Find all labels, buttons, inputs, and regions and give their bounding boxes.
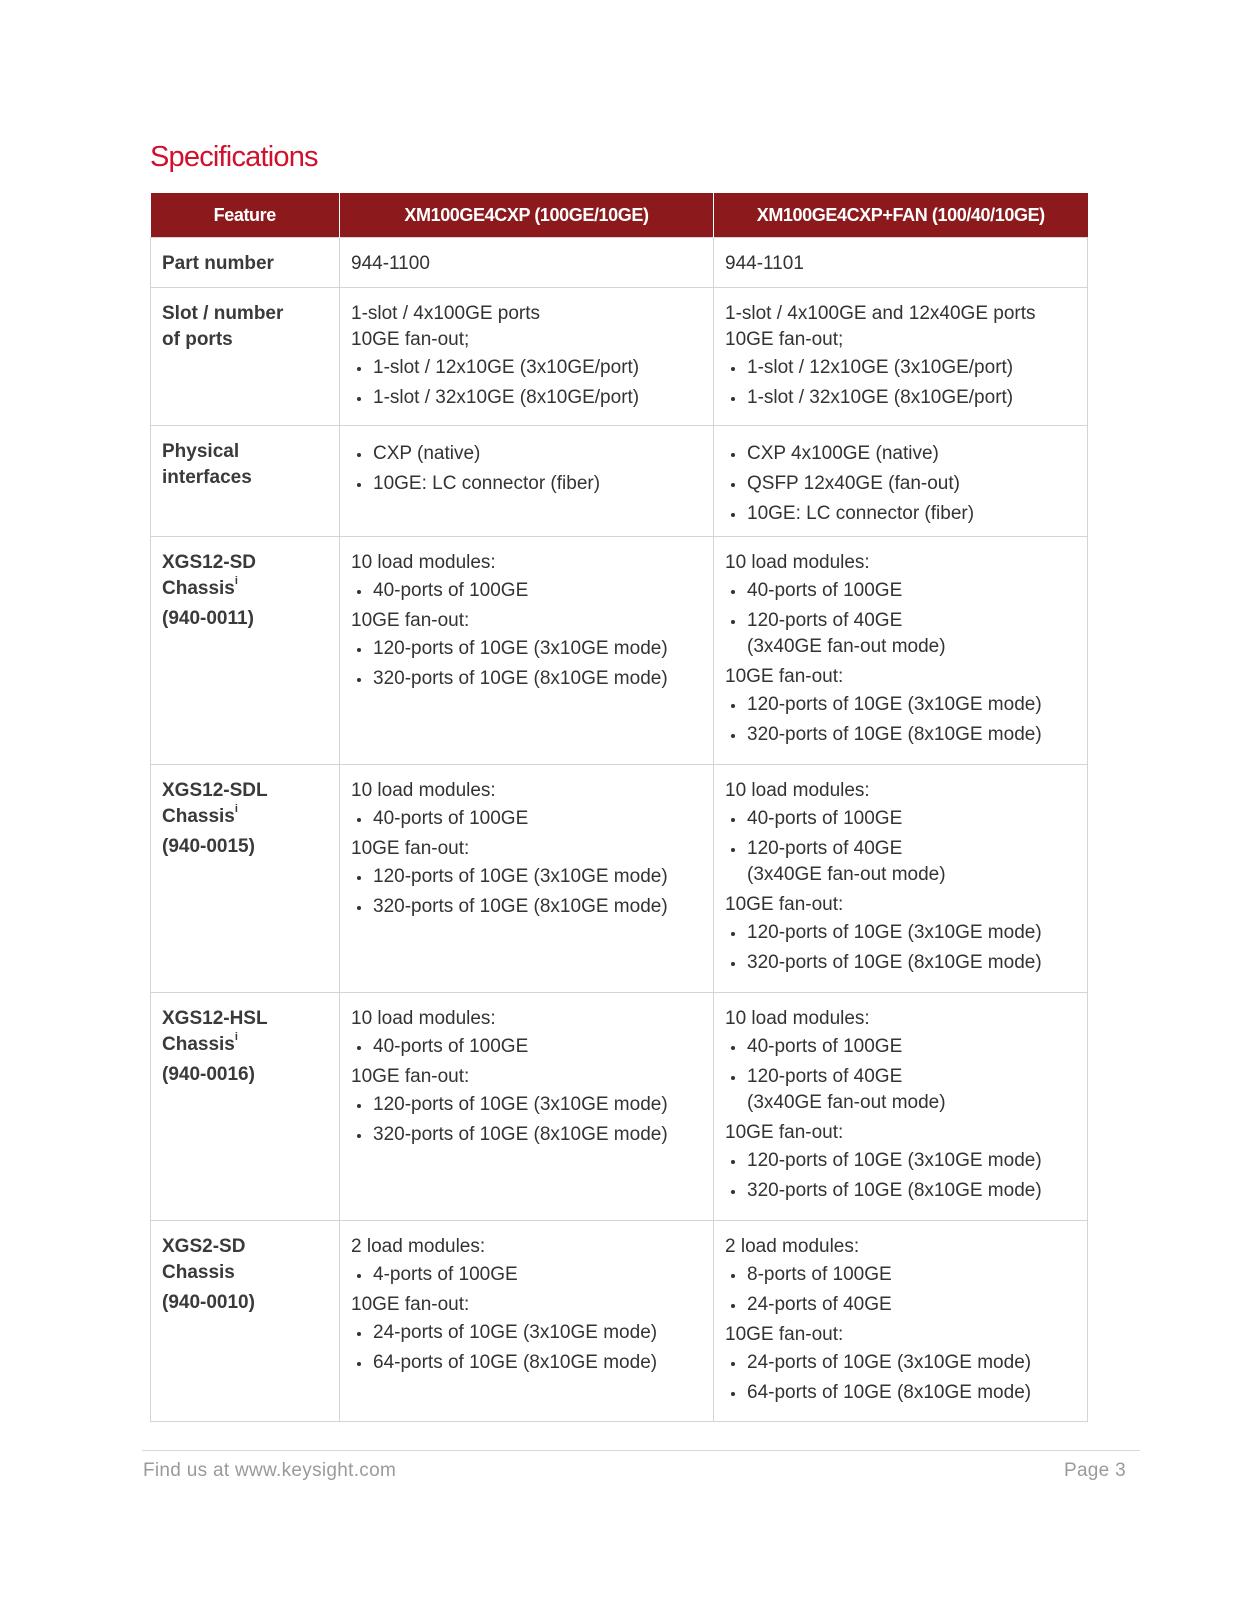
table-row xyxy=(151,993,1088,1221)
bullet-item: 120-ports of 40GE (3x40GE fan-out mode) xyxy=(725,836,1076,888)
table-body xyxy=(151,238,1088,1422)
feature-label-line: Slot / number xyxy=(162,303,284,324)
spec-text: 944-1100 xyxy=(351,253,430,274)
feature-label-text: Chassis xyxy=(162,1034,235,1055)
spec-cell xyxy=(714,288,1088,426)
bullet-list xyxy=(725,1350,1076,1406)
feature-label-line: Physical xyxy=(162,441,240,462)
bullet-list xyxy=(351,864,702,920)
bullet-item: QSFP 12x40GE (fan-out) xyxy=(725,471,1076,497)
feature-label-line: XGS12-SDL xyxy=(162,780,268,801)
feature-cell xyxy=(151,1221,340,1422)
spec-text: 10GE fan-out: xyxy=(725,894,844,915)
part-number-label: (940-0015) xyxy=(162,836,255,857)
spec-cell xyxy=(714,426,1088,537)
bullet-item: 40-ports of 100GE xyxy=(725,578,1076,604)
feature-label-line: interfaces xyxy=(162,467,252,488)
bullet-list xyxy=(725,355,1076,411)
spec-text: 10 load modules: xyxy=(725,1008,870,1029)
table-row xyxy=(151,537,1088,765)
bullet-list xyxy=(351,1034,702,1060)
bullet-item: CXP (native) xyxy=(351,441,702,467)
bullet-list xyxy=(725,920,1076,976)
spec-text: 10 load modules: xyxy=(351,780,496,801)
feature-label-line xyxy=(162,804,328,830)
spec-cell xyxy=(714,238,1088,288)
bullet-item: 120-ports of 40GE (3x40GE fan-out mode) xyxy=(725,1064,1076,1116)
bullet-item: 320-ports of 10GE (8x10GE mode) xyxy=(725,722,1076,748)
bullet-item: 24-ports of 10GE (3x10GE mode) xyxy=(725,1350,1076,1376)
bullet-item: 320-ports of 10GE (8x10GE mode) xyxy=(351,666,702,692)
bullet-list xyxy=(351,1262,702,1288)
bullet-item: 120-ports of 10GE (3x10GE mode) xyxy=(725,1148,1076,1174)
part-number-label: (940-0010) xyxy=(162,1292,255,1313)
footnote-marker: i xyxy=(234,803,238,815)
spec-text: 2 load modules: xyxy=(351,1236,486,1257)
feature-cell xyxy=(151,238,340,288)
footer-website-link[interactable]: Find us at www.keysight.com xyxy=(143,1460,397,1481)
spec-text: 10 load modules: xyxy=(725,780,870,801)
footer-divider xyxy=(142,1450,1140,1451)
spec-text: 944-1101 xyxy=(725,253,804,274)
feature-cell xyxy=(151,426,340,537)
feature-label-line xyxy=(162,576,328,602)
bullet-list xyxy=(351,355,702,411)
bullet-item: 10GE: LC connector (fiber) xyxy=(725,501,1076,527)
bullet-list xyxy=(725,806,1076,888)
spec-text: 10 load modules: xyxy=(351,552,496,573)
bullet-item: 40-ports of 100GE xyxy=(351,806,702,832)
spec-text: 10GE fan-out: xyxy=(725,666,844,687)
spec-cell xyxy=(340,426,714,537)
bullet-item: 120-ports of 10GE (3x10GE mode) xyxy=(725,692,1076,718)
bullet-item: 24-ports of 40GE xyxy=(725,1292,1076,1318)
footnote-marker: i xyxy=(234,575,238,587)
bullet-list xyxy=(351,1092,702,1148)
feature-label-text: Chassis xyxy=(162,578,235,599)
bullet-list xyxy=(725,1034,1076,1116)
bullet-item: 40-ports of 100GE xyxy=(351,1034,702,1060)
spec-text: 10GE fan-out: xyxy=(351,1294,470,1315)
bullet-list xyxy=(351,1320,702,1376)
bullet-item: 320-ports of 10GE (8x10GE mode) xyxy=(351,1122,702,1148)
spec-cell xyxy=(714,993,1088,1221)
spec-cell xyxy=(340,238,714,288)
feature-cell xyxy=(151,993,340,1221)
feature-label-line xyxy=(162,1032,328,1058)
feature-cell xyxy=(151,765,340,993)
spec-text: 10GE fan-out: xyxy=(351,838,470,859)
bullet-list xyxy=(351,441,702,497)
feature-label-line: Chassis xyxy=(162,1262,235,1283)
spec-text: 10GE fan-out: xyxy=(725,1324,844,1345)
bullet-list xyxy=(351,636,702,692)
table-row xyxy=(151,1221,1088,1422)
spec-text: 10GE fan-out: xyxy=(351,610,470,631)
bullet-item: 1-slot / 32x10GE (8x10GE/port) xyxy=(725,385,1076,411)
feature-label-line: XGS2-SD xyxy=(162,1236,246,1257)
bullet-item: 120-ports of 40GE (3x40GE fan-out mode) xyxy=(725,608,1076,660)
spec-text: 10 load modules: xyxy=(725,552,870,573)
header-xm100ge4cxp-fan: XM100GE4CXP+FAN (100/40/10GE) xyxy=(714,193,1088,238)
spec-cell xyxy=(340,1221,714,1422)
bullet-item: 1-slot / 32x10GE (8x10GE/port) xyxy=(351,385,702,411)
bullet-item: 64-ports of 10GE (8x10GE mode) xyxy=(725,1380,1076,1406)
bullet-item: 1-slot / 12x10GE (3x10GE/port) xyxy=(351,355,702,381)
footer-page-number: Page 3 xyxy=(1063,1460,1126,1481)
spec-text: 2 load modules: xyxy=(725,1236,860,1257)
spec-text: 10GE fan-out: xyxy=(351,1066,470,1087)
header-feature: Feature xyxy=(151,193,340,238)
bullet-item: 120-ports of 10GE (3x10GE mode) xyxy=(351,864,702,890)
spec-text: 1-slot / 4x100GE ports xyxy=(351,303,541,324)
bullet-item: 120-ports of 10GE (3x10GE mode) xyxy=(725,920,1076,946)
bullet-item: 120-ports of 10GE (3x10GE mode) xyxy=(351,636,702,662)
bullet-item: 40-ports of 100GE xyxy=(725,806,1076,832)
bullet-item: 320-ports of 10GE (8x10GE mode) xyxy=(725,950,1076,976)
bullet-list xyxy=(725,441,1076,527)
spec-cell xyxy=(340,993,714,1221)
spec-text: 10 load modules: xyxy=(351,1008,496,1029)
bullet-list xyxy=(725,1262,1076,1318)
feature-label-line: Part number xyxy=(162,253,274,274)
bullet-item: 64-ports of 10GE (8x10GE mode) xyxy=(351,1350,702,1376)
feature-cell xyxy=(151,288,340,426)
table-header-row xyxy=(151,193,1088,238)
bullet-item: 40-ports of 100GE xyxy=(725,1034,1076,1060)
spec-cell xyxy=(714,765,1088,993)
spec-cell xyxy=(340,288,714,426)
spec-text: 10GE fan-out; xyxy=(351,329,470,350)
spec-cell xyxy=(340,537,714,765)
bullet-item: 320-ports of 10GE (8x10GE mode) xyxy=(351,894,702,920)
bullet-list xyxy=(725,692,1076,748)
part-number-label: (940-0016) xyxy=(162,1064,255,1085)
bullet-list xyxy=(351,578,702,604)
spec-cell xyxy=(714,1221,1088,1422)
spec-text: 10GE fan-out; xyxy=(725,329,844,350)
bullet-item: 10GE: LC connector (fiber) xyxy=(351,471,702,497)
bullet-list xyxy=(725,1148,1076,1204)
spec-text: 1-slot / 4x100GE and 12x40GE ports xyxy=(725,303,1036,324)
spec-cell xyxy=(714,537,1088,765)
feature-label-line: XGS12-SD xyxy=(162,552,256,573)
bullet-item: 1-slot / 12x10GE (3x10GE/port) xyxy=(725,355,1076,381)
spec-text: 10GE fan-out: xyxy=(725,1122,844,1143)
part-number-label: (940-0011) xyxy=(162,608,254,629)
feature-label-line: of ports xyxy=(162,329,233,350)
spec-cell xyxy=(340,765,714,993)
bullet-item: 24-ports of 10GE (3x10GE mode) xyxy=(351,1320,702,1346)
footnote-marker: i xyxy=(234,1031,238,1043)
feature-label-line: XGS12-HSL xyxy=(162,1008,268,1029)
bullet-item: 40-ports of 100GE xyxy=(351,578,702,604)
table-row xyxy=(151,238,1088,288)
bullet-item: 120-ports of 10GE (3x10GE mode) xyxy=(351,1092,702,1118)
bullet-item: CXP 4x100GE (native) xyxy=(725,441,1076,467)
specifications-table xyxy=(150,193,1088,1422)
bullet-item: 320-ports of 10GE (8x10GE mode) xyxy=(725,1178,1076,1204)
section-title: Specifications xyxy=(150,141,318,173)
bullet-item: 4-ports of 100GE xyxy=(351,1262,702,1288)
table-row xyxy=(151,288,1088,426)
bullet-item: 8-ports of 100GE xyxy=(725,1262,1076,1288)
bullet-list xyxy=(351,806,702,832)
table-row xyxy=(151,426,1088,537)
header-xm100ge4cxp: XM100GE4CXP (100GE/10GE) xyxy=(340,193,714,238)
feature-cell xyxy=(151,537,340,765)
table-row xyxy=(151,765,1088,993)
bullet-list xyxy=(725,578,1076,660)
feature-label-text: Chassis xyxy=(162,806,235,827)
